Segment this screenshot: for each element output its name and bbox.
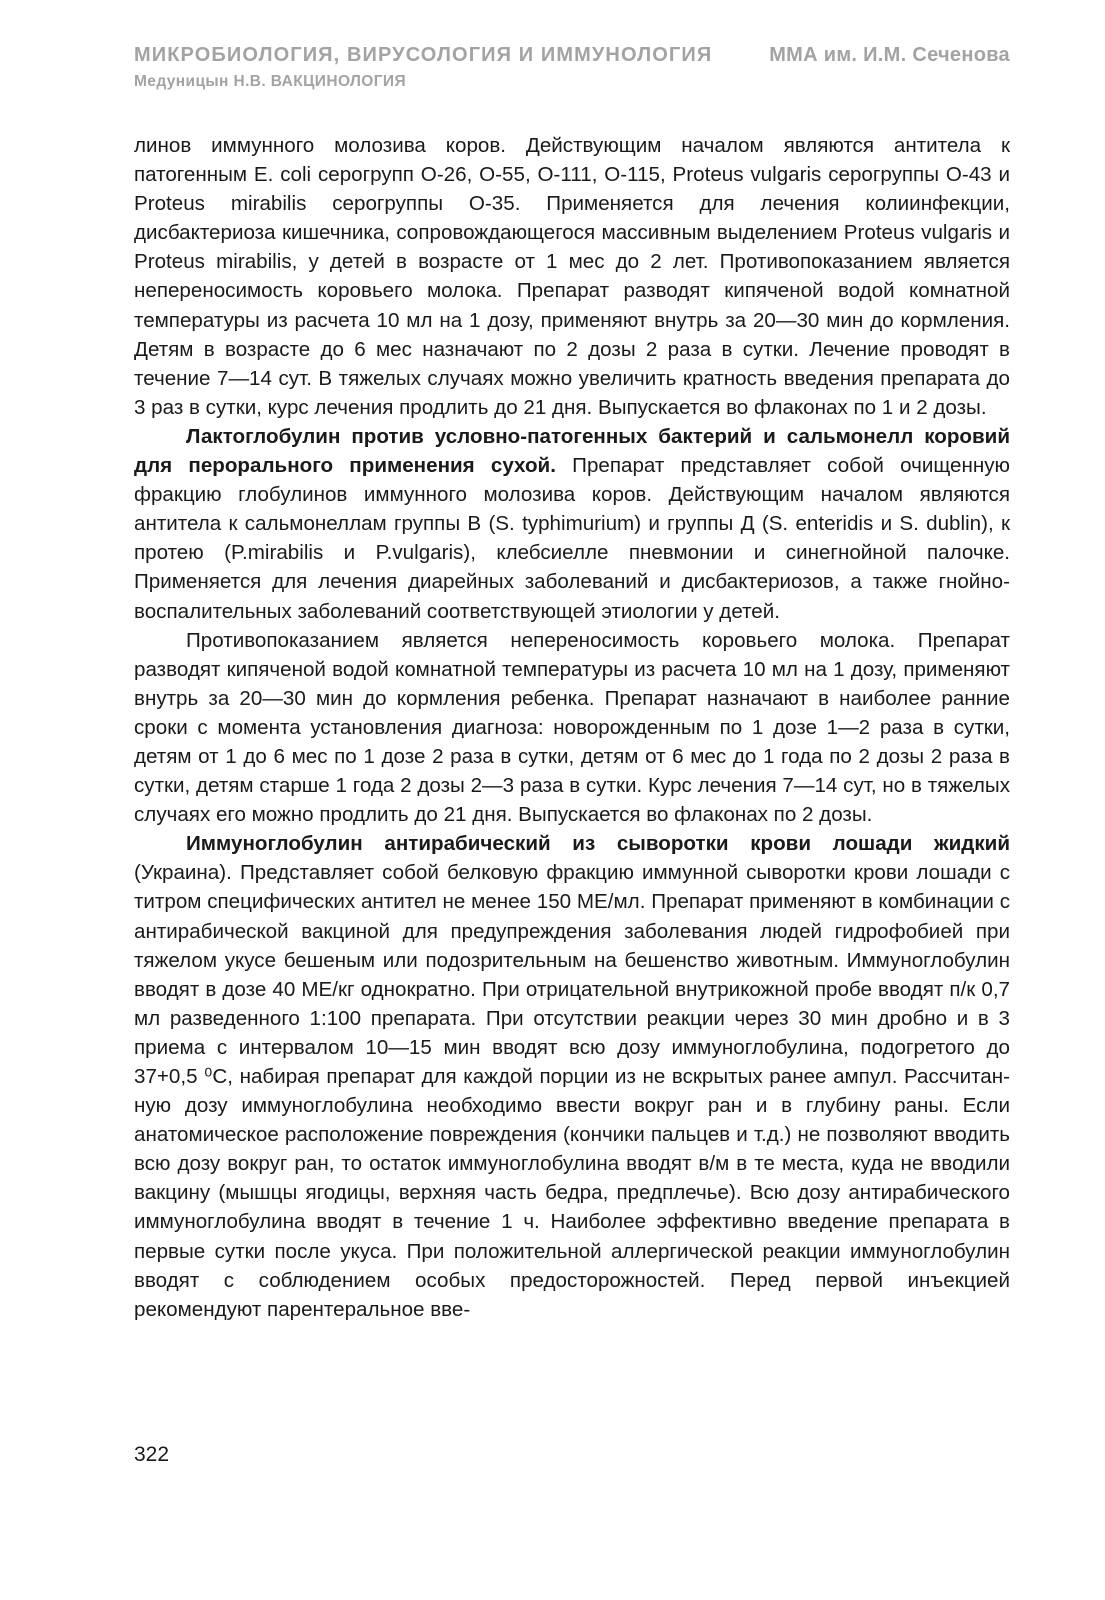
running-header <box>134 44 1010 91</box>
institution-name: ММА им. И.М. Сеченова <box>769 44 1010 66</box>
paragraph-text: (Украина). Представляет собой белковую фракцию иммунной сыворотки крови лошади с титром специфических антител не менее 150 МЕ/мл. Препарат применяют в комбинации с антирабической вакциной для предупреждения заболевания людей гидрофобией при тяжелом укусе бешеным или подозрительным на бешенство животным. Иммуноглобулин вводят в дозе 40 МЕ/кг однократно. При отрицательной внутрикожной пробе вводят п/к 0,7 мл разведенного 1:100 препарата. При отсутствии реакции через 30 мин дробно и в 3 приема с интервалом 10—15 мин вводят всю дозу иммуноглобулина, подогретого до 37+0,5 ⁰С, набирая препарат для каждой порции из не вскрытых ранее ампул. Рассчитанную дозу иммуноглобулина необходимо ввести вокруг ран и в глубину раны. Если анатомическое расположение повреждения (кончики пальцев и т.д.) не позволяют вводить всю дозу вокруг ран, то остаток иммуноглобулина вводят в/м в те места, куда не вводили вакцину (мышцы ягодицы, верхняя часть бедра, предплечье). Всю дозу антирабического иммуноглобулина вводят в течение 1 ч. Наиболее эффективно введение препарата в первые сутки после укуса. При положительной аллергической реакции иммуноглобулин вводят с соблюдением особых предосторожностей. Перед первой инъекцией рекомендуют парентеральное вве- <box>134 861 1010 1321</box>
paragraph-continuation <box>134 131 1010 422</box>
page-number: 322 <box>134 1443 170 1466</box>
paragraph-text: Препарат представляет собой очищенную фракцию глобулинов иммунного молозива коров. Действующим началом являются антитела к сальмонеллам группы В (S. typhimurium) и группы Д (S. enteridis и S. dublin), к протею (P.mirabilis и P.vulgaris), клебсиелле пневмонии и синегнойной палочке. Применяется для лечения диарейных заболеваний и дисбактериозов, а также гнойно-воспалительных заболеваний соответствующей этиологии у детей. <box>134 454 1010 623</box>
paragraph-immunoglobulin <box>134 829 1010 1324</box>
paragraph-text: Противопоказанием является непереносимость коровьего молока. Препарат разводят кипяченой водой комнатной температуры из расчета 10 мл на 1 дозу, применяют внутрь за 20—30 мин до кормления ребенка. Препарат назначают в наиболее ранние сроки с момента установления диагноза: новорожденным по 1 дозе 1—2 раза в сутки, детям от 1 до 6 мес по 1 дозе 2 раза в сутки, детям от 6 мес до 1 года по 2 дозы 2 раза в сутки, детям старше 1 года 2 дозы 2—3 раза в сутки. Курс лечения 7—14 сут, но в тяжелых случаях его можно продлить до 21 дня. Выпускается во флаконах по 2 дозы. <box>134 628 1010 827</box>
paragraph-lactoglobulin <box>134 422 1010 626</box>
page-body <box>134 131 1010 1324</box>
paragraph-contraindications <box>134 626 1010 830</box>
author-book-title: Медуницын Н.В. ВАКЦИНОЛОГИЯ <box>134 73 407 90</box>
header-line <box>134 44 1010 67</box>
drug-name-heading: Лактоглобулин против условно-патогенных бактерий и сальмонелл коровий для перорального применения сухой. <box>134 424 1010 478</box>
drug-name-heading: Иммуноглобулин антирабический из сыворотки крови лошади жидкий <box>186 832 1010 856</box>
paragraph-text: линов иммунного молозива коров. Действующим началом являются антитела к патогенным E. coli серогрупп О-26, О-55, О-111, О-115, Proteus vulgaris серогруппы О-43 и Proteus mirabilis серогруппы О-35. Применяется для лечения колиинфекции, дисбактериоза кишечника, сопровождающегося массивным выделением Proteus vulgaris и Proteus mirabilis, у детей в возрасте от 1 мес до 2 лет. Противопоказанием является непереносимость коровьего молока. Препарат разводят кипяченой водой комнатной температуры из расчета 10 мл на 1 дозу, применяют внутрь за 20—30 мин до кормления. Детям в возрасте до 6 мес назначают по 2 дозы 2 раза в сутки. Лечение проводят в течение 7—14 сут. В тяжелых случаях можно увеличить кратность введения препарата до 3 раз в сутки, курс лечения продлить до 21 дня. Выпускается во флаконах по 1 и 2 дозы. <box>134 134 1010 419</box>
book-series-title: МИКРОБИОЛОГИЯ, ВИРУСОЛОГИЯ И ИММУНОЛОГИЯ <box>134 44 713 66</box>
